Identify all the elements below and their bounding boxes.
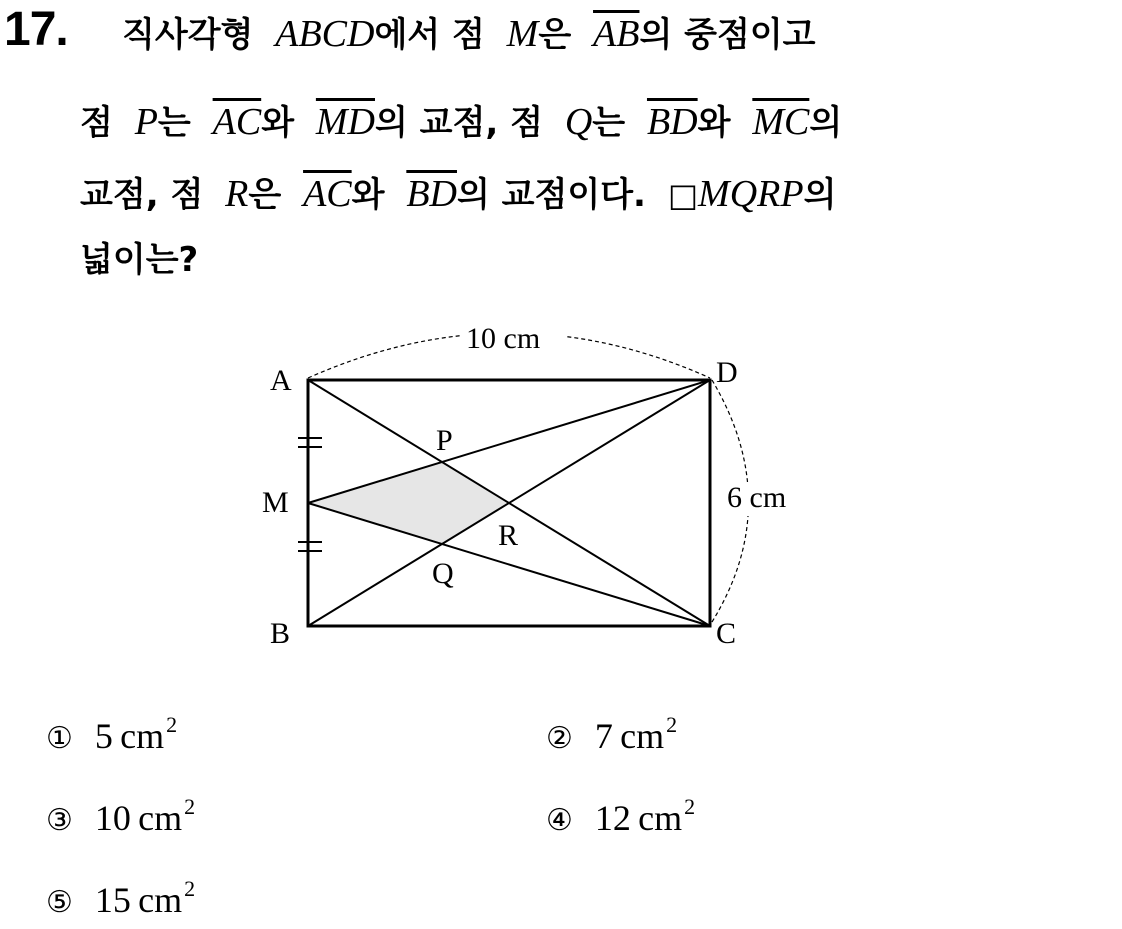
segment-term: $\overline{AC}$ [303,173,352,215]
choice-unit: cm [620,716,665,756]
choice-unit: cm [138,880,183,920]
math-term: ABCD [275,13,375,55]
question-text: 의 교점이다. [456,175,646,215]
question-text: 의 중점이고 [639,15,816,55]
segment-md [308,380,710,503]
math-term: P [134,101,158,143]
choice-value: 5 [94,716,113,756]
square-symbol: □ [667,176,699,214]
label-q: Q [432,557,454,590]
label-a: A [270,364,292,397]
question-text: 점 [80,103,113,143]
label-r: R [498,519,519,552]
question-text: 교점, 점 [80,175,204,215]
choice-exponent: 2 [166,712,178,737]
question-line-4: 넓이는? [80,240,199,280]
question-text: 의 [803,175,837,215]
math-term: R [225,173,249,215]
shaded-quadrilateral-mqrp [308,462,510,543]
segment-term: $\overline{MD}$ [315,101,375,143]
choice-3[interactable] [46,794,195,839]
segment-term: $\overline{AB}$ [593,13,640,55]
choice-unit: cm [138,798,183,838]
label-d: D [716,356,738,389]
choice-exponent: 2 [666,712,678,737]
choice-unit: cm [120,716,165,756]
choice-mark: ① [46,721,73,756]
choice-mark: ④ [546,803,573,838]
question-text: 와 [351,175,385,215]
choice-value: 10 [94,798,131,838]
math-term: MQRP [698,173,804,215]
question-text: 는 [592,103,626,143]
choice-value: 15 [94,880,131,920]
choice-5[interactable] [46,876,195,921]
math-term: Q [564,101,593,143]
choice-1[interactable] [46,712,177,757]
choice-mark: ⑤ [46,885,73,920]
math-term: M [506,13,539,55]
choice-exponent: 2 [184,794,196,819]
segment-term: $\overline{MC}$ [752,101,810,143]
width-label: 10 cm [466,322,541,355]
segment-term: $\overline{BD}$ [646,101,698,143]
segment-term: $\overline{BD}$ [406,173,457,215]
question-text: 직사각형 [122,15,254,55]
choice-mark: ② [546,721,573,756]
label-b: B [270,617,291,650]
height-label: 6 cm [727,481,787,514]
question-text: 은 [248,175,282,215]
question-text: 의 [809,103,843,143]
question-text: 에서 점 [374,15,485,55]
question-text: 은 [538,15,572,55]
question-text: 는 [157,103,191,143]
question-text: 와 [697,103,731,143]
question-text: 와 [261,103,295,143]
choice-value: 12 [594,798,631,838]
choice-value: 7 [594,716,613,756]
segment-term: $\overline{AC}$ [212,101,262,143]
question-text: 의 교점, 점 [375,103,543,143]
question-number: 17. [4,3,68,56]
choice-2[interactable] [546,712,677,757]
choice-unit: cm [638,798,683,838]
choice-exponent: 2 [184,876,196,901]
label-p: P [436,424,453,457]
label-c: C [716,617,737,650]
choice-mark: ③ [46,803,73,838]
label-m: M [262,486,289,519]
choice-exponent: 2 [684,794,696,819]
choice-4[interactable] [546,794,695,839]
